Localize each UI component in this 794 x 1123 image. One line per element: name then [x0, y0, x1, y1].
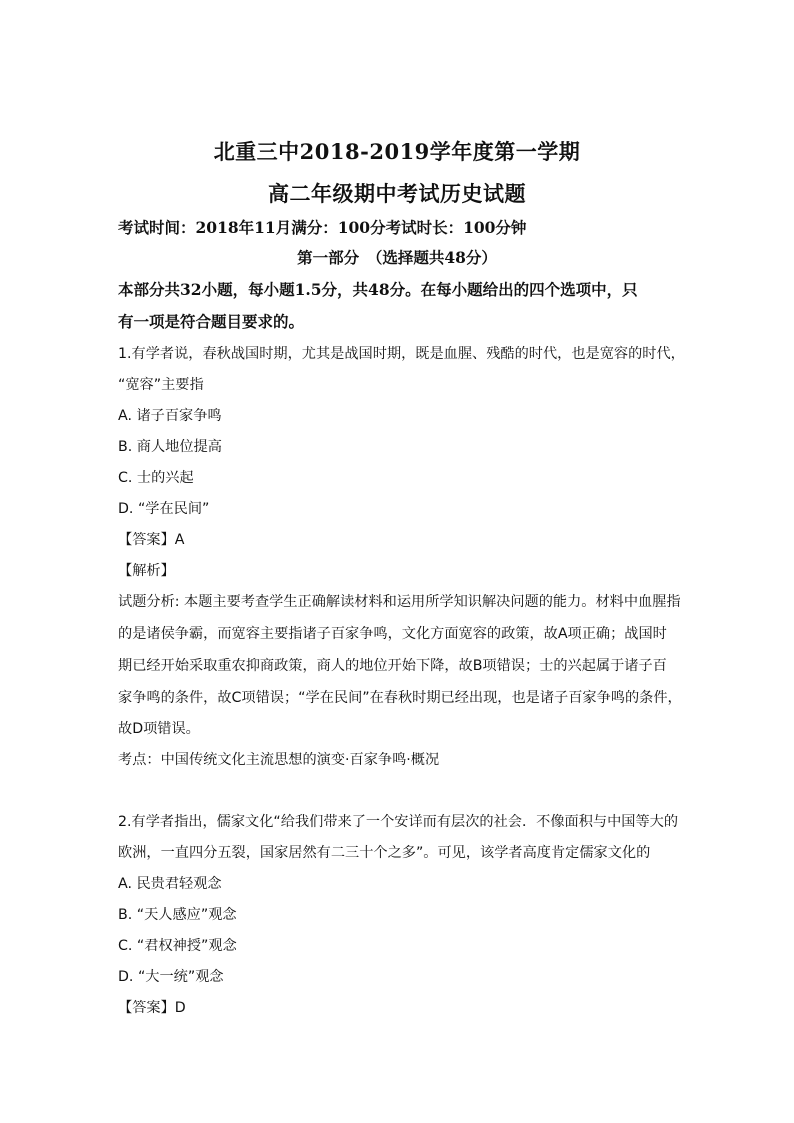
question-1-option-a: A. 诸子百家争鸣 [118, 408, 222, 424]
question-1-analysis-label: 【解析】 [118, 563, 175, 579]
question-2-stem-line-2: 欧洲，一直四分五裂，国家居然有二三十个之多”。可见，该学者高度肯定儒家文化的 [118, 845, 651, 861]
question-2-option-a: A. 民贵君轻观念 [118, 876, 222, 892]
question-1-answer: 【答案】A [118, 532, 185, 548]
question-1-option-b: B. 商人地位提高 [118, 439, 222, 455]
section-title: 第一部分 （选择题共48分） [297, 248, 497, 267]
question-2-option-c: C. “君权神授”观念 [118, 938, 237, 954]
question-1-stem-line-1: 1.有学者说，春秋战国时期，尤其是战国时期，既是血腥、残酷的时代，也是宽容的时代， [118, 346, 685, 362]
question-2-option-b: B. “天人感应”观念 [118, 907, 237, 923]
exam-info: 考试时间：2018年11月满分：100分考试时长：100分钟 [118, 218, 527, 237]
title-line-1: 北重三中2018-2019学年度第一学期 [213, 139, 581, 164]
question-1-analysis-line-5: 故D项错误。 [118, 721, 200, 737]
question-1-stem-line-2: “宽容”主要指 [118, 377, 204, 393]
question-2-stem-line-1: 2.有学者指出，儒家文化“给我们带来了一个安详而有层次的社会．不像面积与中国等大的 [118, 814, 679, 830]
question-1-option-d: D. “学在民间” [118, 501, 210, 517]
question-1-analysis-line-3: 期已经开始采取重农抑商政策，商人的地位开始下降，故B项错误；士的兴起属于诸子百 [118, 658, 667, 674]
title-line-2: 高二年级期中考试历史试题 [268, 181, 526, 206]
instructions-line-1: 本部分共32小题，每小题1.5分，共48分。在每小题给出的四个选项中，只 [118, 280, 638, 299]
instructions-line-2: 有一项是符合题目要求的。 [118, 312, 305, 331]
question-1-option-c: C. 士的兴起 [118, 470, 194, 486]
question-1-kaodian: 考点：中国传统文化主流思想的演变·百家争鸣·概况 [118, 752, 440, 768]
question-1-analysis-line-2: 的是诸侯争霸，而宽容主要指诸子百家争鸣，文化方面宽容的政策，故A项正确；战国时 [118, 626, 667, 642]
question-2-option-d: D. “大一统”观念 [118, 969, 224, 985]
question-2-answer: 【答案】D [118, 1000, 186, 1016]
question-1-analysis-line-1: 试题分析: 本题主要考查学生正确解读材料和运用所学知识解决问题的能力。材料中血腥指 [118, 594, 681, 610]
question-1-analysis-line-4: 家争鸣的条件，故C项错误；“学在民间”在春秋时期已经出现，也是诸子百家争鸣的条件， [118, 690, 682, 706]
